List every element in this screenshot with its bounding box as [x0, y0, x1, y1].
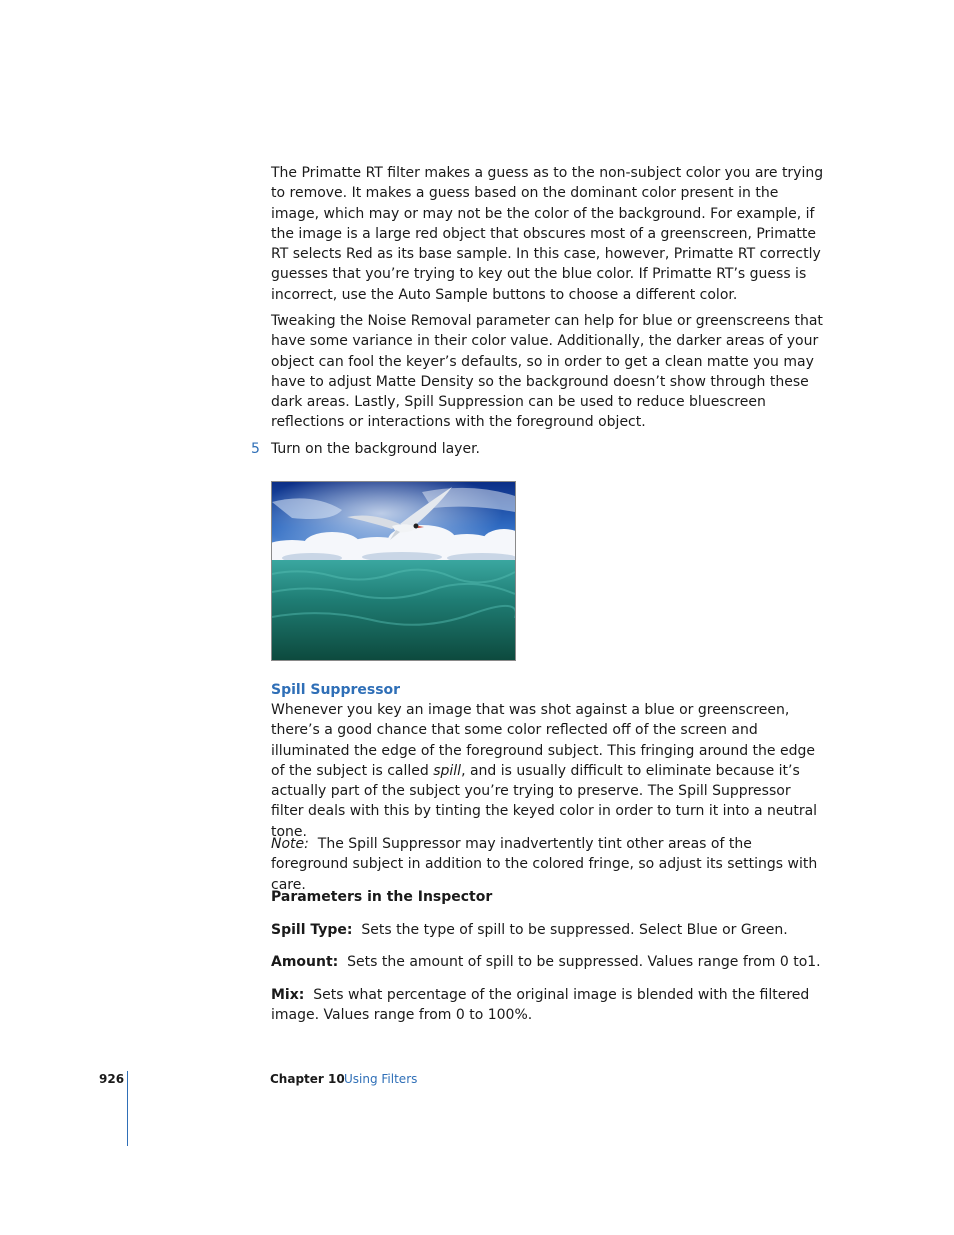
note-paragraph: [271, 834, 827, 895]
param-description: Sets what percentage of the original image is blended with the filtered image. Values range from 0 to 100%.: [271, 987, 810, 1024]
param-spill-type: [271, 920, 827, 940]
spill-text-before: Whenever you key an image that was shot against a blue or greenscreen, there’s a good chance that some color reflected off of the screen and illuminated the edge of the foreground subject. This fringing around the edge of the subject is called: [271, 702, 815, 779]
step-text: Turn on the background layer.: [271, 441, 480, 457]
footer-divider: [127, 1071, 128, 1146]
params-heading: Parameters in the Inspector: [271, 889, 493, 905]
page-number: 926: [99, 1072, 125, 1086]
bird-over-ocean-illustration: [272, 482, 515, 660]
background-layer-image: [271, 481, 516, 661]
note-label: Note:: [271, 836, 309, 852]
step-number: 5: [251, 441, 260, 457]
footer-chapter-title: Using Filters: [344, 1072, 418, 1086]
param-amount: [271, 952, 827, 972]
param-description: Sets the type of spill to be suppressed. Select Blue or Green.: [361, 922, 788, 938]
param-label: Spill Type:: [271, 922, 353, 938]
param-mix: [271, 985, 827, 1026]
paragraph-noise-removal: Tweaking the Noise Removal parameter can help for blue or greenscreens that have some variance in their color value. Additionally, the darker areas of your object can fool the keyer’s defaults, so in order to get a clean matte you may have to adjust Matte Density so the background doesn’t show through these dark areas. Lastly, Spill Suppression can be used to reduce bluescreen reflections or interactions with the foreground object.: [271, 313, 823, 431]
step-item: [251, 439, 480, 459]
footer-chapter: Chapter 10: [270, 1072, 345, 1086]
param-label: Amount:: [271, 954, 339, 970]
paragraph-spill-description: [271, 700, 827, 842]
paragraph-primatte-guess: The Primatte RT filter makes a guess as to the non-subject color you are trying to remove. It makes a guess based on the dominant color present in the image, which may or may not be the color of the background. For example, if the image is a large red object that obscures most of a greenscreen, Primatte RT selects Red as its base sample. In this case, however, Primatte RT correctly guesses that you’re trying to key out the blue color. If Primatte RT’s guess is incorrect, use the Auto Sample buttons to choose a different color.: [271, 165, 824, 303]
spill-term: spill: [433, 762, 462, 779]
spill-text-after: , and is usually difficult to eliminate because it’s actually part of the subject you’re trying to preserve. The Spill Suppressor filter deals with this by tinting the keyed color in order to turn it into a neutral tone.: [271, 762, 818, 840]
note-text: The Spill Suppressor may inadvertently tint other areas of the foreground subject in addition to the colored fringe, so adjust its settings with care.: [271, 836, 818, 893]
param-label: Mix:: [271, 987, 305, 1003]
section-heading-spill-suppressor: Spill Suppressor: [271, 682, 401, 698]
param-description: Sets the amount of spill to be suppressed. Values range from 0 to1.: [347, 954, 821, 970]
